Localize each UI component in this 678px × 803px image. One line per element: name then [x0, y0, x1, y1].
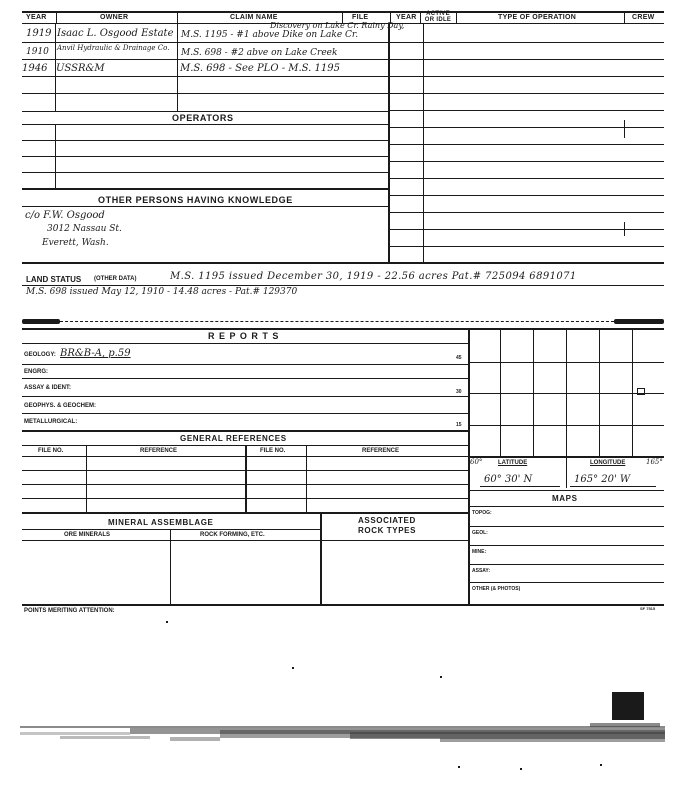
longitude-value: 165° 20' W: [574, 474, 631, 485]
top-border: [22, 11, 664, 13]
reports-bottom: [22, 604, 664, 606]
divider: [566, 456, 567, 488]
longitude-label: LONGITUDE: [590, 460, 626, 466]
divider: [423, 23, 424, 263]
reports-top: [22, 328, 664, 330]
row-line: [388, 212, 664, 213]
divider: [624, 11, 625, 23]
grid-line: [500, 328, 501, 456]
owner-row-3-claim: M.S. 698 - See PLO - M.S. 1195: [180, 63, 340, 74]
rock-types-label: ROCK TYPES: [358, 526, 417, 535]
geology-label: GEOLOGY:: [24, 352, 56, 358]
row-line: [22, 111, 388, 112]
header-year: YEAR: [26, 14, 47, 21]
row-line: [388, 59, 664, 60]
coord-right-margin: 165°: [646, 458, 663, 466]
divider: [456, 11, 457, 23]
header-type-of-operation: TYPE OF OPERATION: [498, 14, 577, 21]
points-meriting-attention: POINTS MERITING ATTENTION:: [24, 608, 115, 614]
land-status-label: LAND STATUS: [26, 275, 82, 284]
owner-row-1-year: 1919: [26, 28, 52, 39]
row-line: [22, 430, 468, 432]
row-line: [22, 206, 388, 207]
row-line: [468, 506, 664, 507]
row-line: [22, 512, 468, 514]
scan-dot: [292, 667, 294, 669]
header-crew: CREW: [632, 14, 655, 21]
divider: [56, 11, 57, 23]
owner-row-1-claim: M.S. 1195 - #1 above Dike on Lake Cr.: [181, 30, 359, 40]
row-line: [388, 110, 664, 111]
heavy-bar-left: [22, 319, 60, 324]
owner-row-3-owner: USSR&M: [56, 63, 105, 74]
maps-topog: TOPOG:: [472, 510, 492, 516]
owner-row-2-year: 1910: [26, 47, 49, 57]
grid-line: [468, 425, 664, 426]
col-file-no-2: FILE NO.: [260, 448, 286, 454]
geology-value: BR&B-A, p.59: [60, 348, 131, 359]
header-year-2: YEAR: [396, 14, 417, 21]
row-line: [22, 529, 320, 530]
scan-dot: [458, 766, 460, 768]
right-panel-divider: [468, 328, 470, 604]
row-line: [388, 93, 664, 94]
land-status-top: [22, 262, 664, 264]
owner-row-1-owner: Isaac L. Osgood Estate: [57, 28, 174, 39]
row-line: [388, 127, 664, 128]
row-line: [22, 156, 388, 157]
num-30: 30: [456, 389, 462, 395]
col-reference: REFERENCE: [140, 448, 178, 454]
maps-geol: GEOL:: [472, 530, 488, 536]
row-line: [22, 59, 388, 60]
other-persons-line-1: c/o F.W. Osgood: [25, 210, 105, 221]
latitude-value: 60° 30' N: [484, 474, 533, 485]
grid-line: [533, 328, 534, 456]
row-line: [22, 140, 388, 141]
general-references-title: GENERAL REFERENCES: [180, 434, 287, 443]
discovery-note: Discovery on Lake Cr. Rainy Day,: [270, 21, 405, 30]
divider: [177, 23, 178, 111]
land-status-line-1: M.S. 1195 issued December 30, 1919 - 22.56 acres Pat.# 725094 6891071: [170, 271, 577, 282]
latitude-label: LATITUDE: [498, 460, 528, 466]
associated-label: ASSOCIATED: [358, 516, 416, 525]
scan-dot: [520, 768, 522, 770]
scan-black-square: [612, 692, 644, 720]
separator-dashes: [60, 321, 614, 322]
row-line: [22, 413, 468, 414]
col-reference-2: REFERENCE: [362, 448, 400, 454]
scan-dot: [440, 676, 442, 678]
row-line: [388, 42, 664, 43]
divider: [624, 120, 625, 138]
geophys-label: GEOPHYS. & GEOCHEM:: [24, 403, 97, 409]
grid-line: [632, 328, 633, 456]
scan-dot: [166, 621, 168, 623]
maps-title: MAPS: [552, 494, 578, 503]
row-line: [22, 285, 664, 286]
divider: [245, 445, 247, 512]
form-number: SF 7515: [640, 606, 656, 611]
grid-line: [599, 328, 600, 456]
header-owner: OWNER: [100, 14, 129, 21]
grid-line: [468, 393, 664, 394]
reports-title: R E P O R T S: [208, 331, 280, 341]
row-line: [388, 76, 664, 77]
maps-assay: ASSAY:: [472, 568, 491, 574]
other-persons-title: OTHER PERSONS HAVING KNOWLEDGE: [98, 195, 293, 205]
engrg-label: ENGRG:: [24, 369, 48, 375]
other-persons-line-2: 3012 Nassau St.: [47, 224, 122, 234]
scan-noise-band: [20, 718, 665, 748]
row-line: [22, 378, 468, 379]
divider: [306, 445, 307, 512]
num-45: 45: [456, 355, 462, 361]
header-active-idle: ACTIVE OR IDLE: [424, 11, 452, 23]
row-line: [388, 195, 664, 196]
header-file: FILE: [352, 14, 369, 21]
row-line: [22, 364, 468, 365]
row-line: [22, 172, 388, 173]
row-line: [468, 490, 664, 491]
num-15: 15: [456, 422, 462, 428]
divider: [177, 11, 178, 23]
row-line: [22, 93, 388, 94]
owner-row-2-owner: Anvil Hydraulic & Drainage Co.: [57, 44, 170, 52]
grid-line: [468, 362, 664, 363]
coord-left-margin: 60°: [470, 458, 483, 466]
row-line: [388, 229, 664, 230]
underline: [570, 486, 656, 487]
divider: [624, 222, 625, 236]
row-line: [22, 540, 468, 541]
maps-other: OTHER (& PHOTOS): [472, 586, 521, 592]
header-claim-name: CLAIM NAME: [230, 14, 278, 21]
divider: [170, 529, 171, 604]
row-line: [22, 343, 468, 344]
row-line: [22, 396, 468, 397]
maps-mine: MINE:: [472, 549, 487, 555]
row-line: [388, 144, 664, 145]
land-status-line-2: M.S. 698 issued May 12, 1910 - 14.48 acres - Pat.# 129370: [26, 287, 298, 297]
heavy-bar-right: [614, 319, 664, 324]
land-status-sublabel: (OTHER DATA): [94, 276, 137, 282]
mineral-assemblage-title: MINERAL ASSEMBLAGE: [108, 518, 214, 527]
row-line: [468, 526, 664, 527]
row-line: [22, 42, 388, 43]
row-line: [388, 178, 664, 179]
assay-label: ASSAY & IDENT:: [24, 385, 72, 391]
divider: [55, 124, 56, 188]
row-line: [468, 564, 664, 565]
owner-row-3-year: 1946: [22, 63, 48, 74]
grid-line: [566, 328, 567, 456]
divider: [86, 445, 87, 512]
scan-dot: [600, 764, 602, 766]
rock-forming-label: ROCK FORMING, ETC.: [200, 532, 265, 538]
row-line: [468, 582, 664, 583]
row-line: [22, 76, 388, 77]
row-line: [468, 545, 664, 546]
col-file-no: FILE NO.: [38, 448, 64, 454]
owner-row-2-claim: M.S. 698 - #2 abve on Lake Creek: [181, 48, 338, 58]
row-line: [388, 246, 664, 247]
row-line: [22, 124, 388, 125]
grid-marker: [637, 388, 645, 395]
ore-minerals-label: ORE MINERALS: [64, 532, 111, 538]
divider: [320, 512, 322, 604]
other-persons-line-3: Everett, Wash.: [42, 238, 109, 248]
row-line: [388, 161, 664, 162]
operators-title: OPERATORS: [172, 113, 234, 123]
metallurgical-label: METALLURGICAL:: [24, 419, 78, 425]
underline: [480, 486, 560, 487]
row-line: [22, 188, 388, 190]
divider: [420, 11, 421, 23]
